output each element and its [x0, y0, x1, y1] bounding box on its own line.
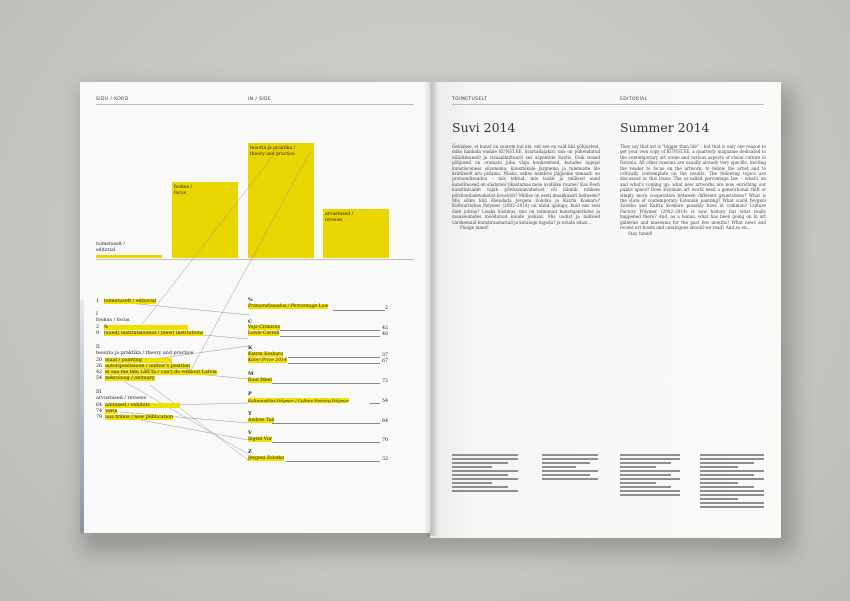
index-letter-v: V — [248, 430, 252, 436]
label-teooria: teooria ja praktika / theory and practice — [250, 146, 296, 157]
placeholder-text-line — [700, 502, 764, 504]
placeholder-text-line — [620, 494, 680, 496]
toc-title: nekroloog / obituary — [105, 376, 155, 381]
placeholder-text-line — [700, 454, 764, 456]
header-rule — [452, 104, 764, 105]
placeholder-text-line — [700, 482, 738, 484]
toc-number: 1 — [96, 299, 100, 304]
placeholder-text-line — [620, 478, 680, 480]
toc-entry-64[interactable] — [96, 403, 180, 409]
toc-entry-42[interactable] — [96, 370, 217, 376]
placeholder-text-line — [700, 498, 738, 500]
body-et — [452, 144, 600, 231]
index-page: 42 — [382, 326, 389, 331]
toc-title: fookus / focus — [96, 317, 130, 323]
header-in-side: IN / SIDE — [248, 97, 272, 102]
toc-entry-20[interactable] — [96, 358, 172, 364]
index-page: 73 — [382, 379, 389, 384]
placeholder-text-line — [700, 486, 754, 488]
toc-number: III — [96, 390, 102, 395]
placeholder-text-line — [452, 470, 518, 472]
toc-title: uus trükis / new publication — [105, 415, 174, 420]
index-page: 37 — [382, 353, 389, 358]
index-letter-k: K — [248, 345, 253, 351]
index-page: 70 — [382, 438, 389, 443]
toc-entry-8[interactable] — [96, 331, 203, 337]
toc-entry-26[interactable] — [96, 364, 190, 370]
page-edge-tint — [80, 300, 84, 533]
index-rule — [370, 403, 380, 404]
placeholder-text-line — [620, 474, 671, 476]
index-page: 2 — [385, 306, 389, 311]
toc-number: 79 — [96, 415, 103, 420]
header-sidu-kord: SIDU / KORD — [96, 97, 129, 102]
toc-number: 64 — [96, 403, 103, 408]
placeholder-text-line — [452, 466, 492, 468]
placeholder-text-line — [700, 490, 764, 492]
placeholder-text-line — [620, 470, 680, 472]
toc-number: 42 — [96, 370, 103, 375]
header-editorial: EDITORIAL — [620, 97, 648, 102]
placeholder-text-line — [542, 470, 598, 472]
index-letter-percent: % — [248, 297, 253, 303]
placeholder-text-line — [620, 454, 680, 456]
index-rule — [272, 383, 380, 384]
index-page: 48 — [382, 332, 389, 337]
toc-entry-2[interactable] — [96, 325, 188, 331]
body-en-signoff: Stay tuned! — [628, 230, 653, 236]
label-fookus: fookus / focus — [174, 185, 192, 196]
index-name[interactable]: Jevgeni Zolotko — [248, 456, 285, 461]
index-letter-c: C — [248, 319, 252, 325]
index-rule — [286, 461, 380, 462]
body-et-signoff: Püsige lainel! — [460, 225, 489, 231]
placeholder-text-line — [620, 462, 671, 464]
toc-title: % — [104, 325, 189, 330]
toc-number: 8 — [96, 331, 100, 336]
right-page — [430, 82, 781, 538]
placeholder-text-line — [452, 486, 508, 488]
index-rule — [288, 363, 380, 364]
toc-title: ei saa me läbi Läti ta / can't do without Latvia — [105, 370, 217, 375]
placeholder-text-line — [542, 454, 598, 456]
placeholder-text-line — [700, 506, 764, 508]
placeholder-text-line — [620, 486, 671, 488]
index-name[interactable]: Vaja Crimisus — [248, 325, 280, 330]
index-name[interactable]: Andres Tali — [248, 418, 275, 423]
toc-title: toimetuselt / editorial — [103, 299, 157, 304]
toc-entry-1[interactable] — [96, 299, 156, 305]
toc-section-iii[interactable] — [96, 390, 146, 402]
index-rule — [280, 330, 380, 331]
placeholder-text-line — [452, 454, 518, 456]
placeholder-text-line — [452, 482, 492, 484]
index-page: 32 — [382, 457, 389, 462]
toc-section-ii[interactable] — [96, 345, 193, 357]
index-rule — [272, 442, 380, 443]
toc-section-i[interactable] — [96, 312, 130, 324]
toc-number: 26 — [96, 364, 103, 369]
index-rule — [288, 357, 380, 358]
toc-number: 2 — [96, 325, 100, 330]
index-rule — [272, 423, 380, 424]
placeholder-text-line — [452, 478, 518, 480]
placeholder-text-line — [542, 474, 590, 476]
index-name[interactable]: Kulturaviklas Polymer / Culture Factory Polymer — [248, 398, 349, 403]
body-en-text: They say that art is "bigger than life" – but that is only one reason to get your own copy of KUNST.EE, a quarterly magazine dedicated to the contemporary art scene and various aspects of visual culture in Estonia. All other reasons are usually already very specific, inviting the reader to focus on the artwork, to follow the artist and to critically contemplate on the results. The following topics are discussed in this issue: The so-called percentage law – what's on and what's coming up; what new artworks are now enriching our public space? Does Estonian art world need a generational shift or simply more cooperation between different generations? What is the state of contemporary Estonian painting? What could Yevgeni Zolotko and Katrin Koskaru possibly have in common? Culture Factory Polymer (2002–2014) is now history but what really happened there? And, as a bonus, what has been going on in art galleries and museums for the past few months? What news and recent art books and catalogues should we read? And so on… — [620, 144, 766, 231]
placeholder-text-line — [620, 458, 680, 460]
placeholder-text-line — [542, 458, 598, 460]
body-et-text: Öeldakse, et kunst on suurem kui elu, ent see on vaid üks põhjustest, miks hankida endale KUNST.EE, kvartaliajakiri, mis on pühendatud nüüdiskunstil ja visuaalkultuuril ses aspektide Eestis. Enik teised põhjused on oramatu juba väga konkreetsed, kutudes lugejat kunstisceness siivenema, kunstnikule järgnema ja tulemuste üle kriitiliselt aru pidama. Niisiis, selles numbris jälgisime temaad: on protsendiseadus – mis tehtud, mis tookit ja millised uued kunstiteosed on süidatsel rikastamas meie avalikke ruume? Kas Eesti kunstimaailm vajab põlvkonnavahetust või lähmib rohkem põlvkondadevahelist koostööt? Millise on eesti maalikunsti heitesele? Mis sõiku küll õhendada Jevgeni Zolotko ja Katrin Koskaru? Kultuuritehas Polymer (2002–2014) on nüüd ajalugu, kuid mis seal õieti juhtus? Lisaks küsimus, mis on toimunud kunstigaleriides ja muuseumides möödunud kuude jooksul. Mis uudist ja millised värskemaid kunstiraamatuid ja kataloge lugeda? ja nõuda edasi… — [452, 144, 600, 225]
index-rule — [280, 336, 380, 337]
placeholder-text-line — [620, 466, 656, 468]
body-en — [620, 144, 766, 236]
index-name[interactable]: Lewis Carroll — [248, 331, 280, 336]
index-letter-m: M — [248, 371, 254, 377]
placeholder-text-line — [542, 466, 576, 468]
index-rule — [333, 310, 385, 311]
placeholder-text-line — [620, 490, 680, 492]
toc-entry-54[interactable] — [96, 376, 155, 382]
placeholder-text-line — [700, 458, 764, 460]
toc-title: näitused / exhibits — [105, 403, 180, 408]
toc-number: 54 — [96, 376, 103, 381]
index-letter-p: P — [248, 391, 252, 397]
toc-number: 74 — [96, 409, 103, 414]
toc-number: 20 — [96, 358, 103, 363]
index-letter-t: T — [248, 411, 252, 417]
placeholder-text-line — [700, 494, 764, 496]
index-name[interactable]: Sigrid Viir — [248, 437, 272, 442]
placeholder-text-line — [700, 474, 754, 476]
index-page: 64 — [382, 419, 389, 424]
header-toimetuselt: TOIMETUSELT — [452, 97, 488, 102]
index-name[interactable]: Köler Prize 2014 — [248, 358, 287, 363]
title-en: Summer 2014 — [620, 120, 710, 135]
toc-title: autoripositsioon / author's position — [105, 364, 191, 369]
placeholder-text-line — [542, 462, 590, 464]
left-page — [80, 82, 430, 533]
toc-entry-79[interactable] — [96, 415, 173, 421]
placeholder-text-line — [452, 490, 518, 492]
placeholder-text-line — [452, 474, 508, 476]
toc-title: teooria ja praktika / theory and practice — [96, 350, 194, 356]
index-letter-z: Z — [248, 449, 252, 455]
label-toimetuselt: toimetuselt / editorial — [96, 242, 125, 253]
title-et: Suvi 2014 — [452, 120, 516, 135]
index-page: 54 — [382, 399, 389, 404]
placeholder-text-line — [620, 482, 656, 484]
toc-title: (uued) institutsioonid / (new) institutions — [103, 331, 204, 336]
toc-title: varia — [105, 409, 118, 414]
toc-title: maal / painting — [105, 358, 172, 363]
toc-entry-74[interactable] — [96, 409, 117, 415]
placeholder-text-line — [700, 466, 738, 468]
placeholder-text-line — [452, 462, 508, 464]
index-name[interactable]: Katrin Koskaru — [248, 352, 284, 357]
toc-number: II — [96, 345, 100, 350]
placeholder-text-line — [700, 462, 754, 464]
toc-title: arvustused / reviews — [96, 395, 147, 401]
index-page: 67 — [382, 359, 389, 364]
placeholder-text-line — [700, 478, 764, 480]
placeholder-text-line — [452, 458, 518, 460]
index-name[interactable]: Protsendiseadus / Percentage Law — [248, 304, 329, 309]
placeholder-text-line — [542, 478, 598, 480]
placeholder-text-line — [700, 470, 764, 472]
toc-number: I — [96, 312, 98, 317]
label-arvustused: arvustused / reviews — [325, 212, 354, 223]
index-name[interactable]: Raul Meel — [248, 378, 272, 383]
